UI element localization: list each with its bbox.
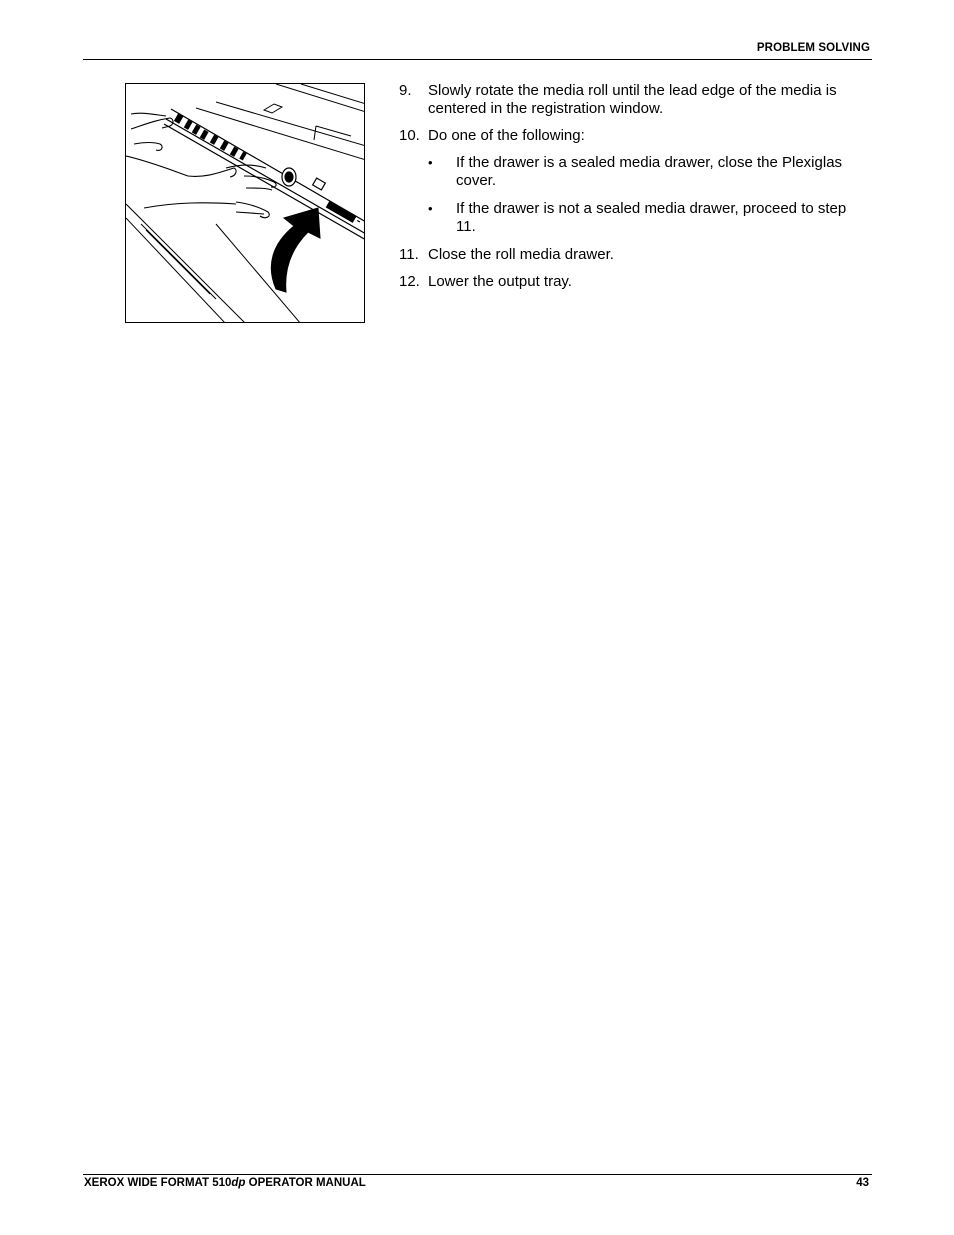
instruction-steps	[399, 82, 869, 300]
step-number: 9.	[399, 82, 412, 99]
bullet-icon: •	[428, 155, 433, 170]
footer-rule	[83, 1174, 872, 1175]
step-10	[399, 127, 869, 236]
step-text: Close the roll media drawer.	[428, 246, 614, 263]
list-item	[428, 200, 869, 236]
step-12	[399, 273, 869, 291]
running-header: PROBLEM SOLVING	[756, 42, 870, 54]
step-text: Do one of the following:	[428, 127, 585, 144]
list-item	[428, 154, 869, 190]
step-11	[399, 246, 869, 264]
footer-manual-title: XEROX WIDE FORMAT 510dp OPERATOR MANUAL	[84, 1177, 366, 1189]
header-rule	[83, 59, 872, 60]
figure-illustration	[125, 83, 365, 323]
bullet-text: If the drawer is a sealed media drawer, close the Plexiglas cover.	[456, 154, 843, 189]
media-roll-illustration	[126, 84, 365, 323]
page-number: 43	[856, 1177, 869, 1189]
step-number: 11.	[399, 246, 419, 263]
step-number: 10.	[399, 127, 420, 144]
step-text: Slowly rotate the media roll until the lead edge of the media is centered in the registration window.	[428, 82, 837, 117]
step-number: 12.	[399, 273, 420, 290]
bullet-icon: •	[428, 201, 433, 216]
bullet-text: If the drawer is not a sealed media drawer, proceed to step 11.	[456, 200, 847, 235]
step-text: Lower the output tray.	[428, 273, 572, 290]
rotate-arrow-icon	[271, 208, 320, 292]
step-10-options	[428, 154, 869, 236]
step-9	[399, 82, 869, 118]
